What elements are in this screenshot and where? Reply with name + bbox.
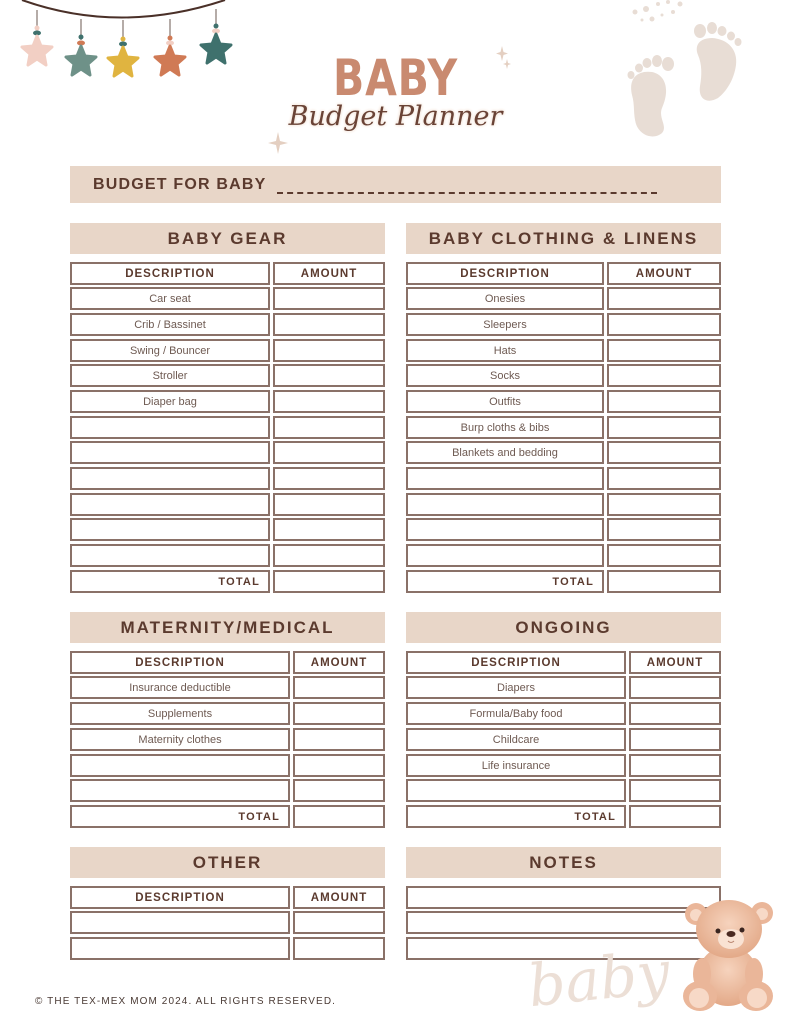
amount-cell[interactable] [607,364,721,387]
total-amount-cell[interactable] [629,805,721,828]
amount-cell[interactable] [629,676,721,699]
amount-cell[interactable] [293,911,385,934]
column-header-description: DESCRIPTION [70,886,290,909]
description-cell[interactable] [406,518,604,541]
description-cell[interactable] [406,544,604,567]
description-cell[interactable]: Life insurance [406,754,626,777]
amount-cell[interactable] [293,779,385,802]
amount-cell[interactable] [273,441,385,464]
amount-cell[interactable] [273,287,385,310]
section-title-other: OTHER [70,847,385,878]
teddy-bear-icon [678,896,778,1014]
description-cell[interactable]: Hats [406,339,604,362]
amount-cell[interactable] [607,467,721,490]
sparkle-icon [268,132,288,154]
column-header-description: DESCRIPTION [70,651,290,674]
description-cell[interactable]: Crib / Bassinet [70,313,270,336]
description-cell[interactable] [406,779,626,802]
total-label: TOTAL [406,805,626,828]
description-cell[interactable]: Formula/Baby food [406,702,626,725]
section-title-ongoing: ONGOING [406,612,721,643]
description-cell[interactable] [70,754,290,777]
copyright-footer: © THE TEX-MEX MOM 2024. ALL RIGHTS RESERVED. [35,996,337,1007]
description-cell[interactable]: Childcare [406,728,626,751]
section-title-maternity: MATERNITY/MEDICAL [70,612,385,643]
baby-script-decoration: baby [524,937,673,1021]
page-subtitle: Budget Planner [288,101,503,132]
description-cell[interactable] [406,467,604,490]
description-cell[interactable] [70,544,270,567]
amount-cell[interactable] [273,364,385,387]
amount-cell[interactable] [607,416,721,439]
amount-cell[interactable] [607,339,721,362]
amount-cell[interactable] [273,493,385,516]
amount-cell[interactable] [273,339,385,362]
column-header-description: DESCRIPTION [406,262,604,285]
amount-cell[interactable] [607,287,721,310]
column-header-amount: AMOUNT [273,262,385,285]
amount-cell[interactable] [293,937,385,960]
total-label: TOTAL [406,570,604,593]
column-header-amount: AMOUNT [629,651,721,674]
description-cell[interactable]: Diapers [406,676,626,699]
budget-label: BUDGET FOR BABY [93,175,267,193]
amount-cell[interactable] [607,441,721,464]
amount-cell[interactable] [607,544,721,567]
notes-line[interactable] [406,886,721,909]
column-header-amount: AMOUNT [293,886,385,909]
amount-cell[interactable] [629,728,721,751]
total-label: TOTAL [70,805,290,828]
description-cell[interactable]: Sleepers [406,313,604,336]
description-cell[interactable]: Car seat [70,287,270,310]
amount-cell[interactable] [629,779,721,802]
description-cell[interactable] [70,779,290,802]
description-cell[interactable]: Supplements [70,702,290,725]
amount-cell[interactable] [607,518,721,541]
amount-cell[interactable] [629,754,721,777]
column-header-amount: AMOUNT [607,262,721,285]
description-cell[interactable]: Maternity clothes [70,728,290,751]
section-title-baby-gear: BABY GEAR [70,223,385,254]
description-cell[interactable] [70,416,270,439]
total-label: TOTAL [70,570,270,593]
column-header-description: DESCRIPTION [70,262,270,285]
amount-cell[interactable] [273,390,385,413]
amount-cell[interactable] [273,518,385,541]
column-header-description: DESCRIPTION [406,651,626,674]
amount-cell[interactable] [607,313,721,336]
page-title: BABY [333,49,458,107]
amount-cell[interactable] [273,544,385,567]
amount-cell[interactable] [273,313,385,336]
description-cell[interactable] [70,441,270,464]
budget-input[interactable] [277,176,657,194]
amount-cell[interactable] [607,493,721,516]
description-cell[interactable]: Diaper bag [70,390,270,413]
section-title-clothing: BABY CLOTHING & LINENS [406,223,721,254]
total-amount-cell[interactable] [293,805,385,828]
amount-cell[interactable] [293,728,385,751]
description-cell[interactable]: Outfits [406,390,604,413]
section-title-notes: NOTES [406,847,721,878]
description-cell[interactable]: Burp cloths & bibs [406,416,604,439]
description-cell[interactable] [70,518,270,541]
description-cell[interactable]: Swing / Bouncer [70,339,270,362]
notes-line[interactable] [406,911,721,934]
column-header-amount: AMOUNT [293,651,385,674]
total-amount-cell[interactable] [273,570,385,593]
description-cell[interactable] [70,493,270,516]
amount-cell[interactable] [293,702,385,725]
description-cell[interactable] [70,911,290,934]
description-cell[interactable]: Socks [406,364,604,387]
total-amount-cell[interactable] [607,570,721,593]
amount-cell[interactable] [273,416,385,439]
amount-cell[interactable] [607,390,721,413]
description-cell[interactable]: Stroller [70,364,270,387]
description-cell[interactable] [70,937,290,960]
description-cell[interactable] [406,493,604,516]
amount-cell[interactable] [293,754,385,777]
description-cell[interactable]: Insurance deductible [70,676,290,699]
description-cell[interactable]: Blankets and bedding [406,441,604,464]
amount-cell[interactable] [273,467,385,490]
description-cell[interactable]: Onesies [406,287,604,310]
amount-cell[interactable] [629,702,721,725]
description-cell[interactable] [70,467,270,490]
budget-bar [70,166,721,203]
amount-cell[interactable] [293,676,385,699]
